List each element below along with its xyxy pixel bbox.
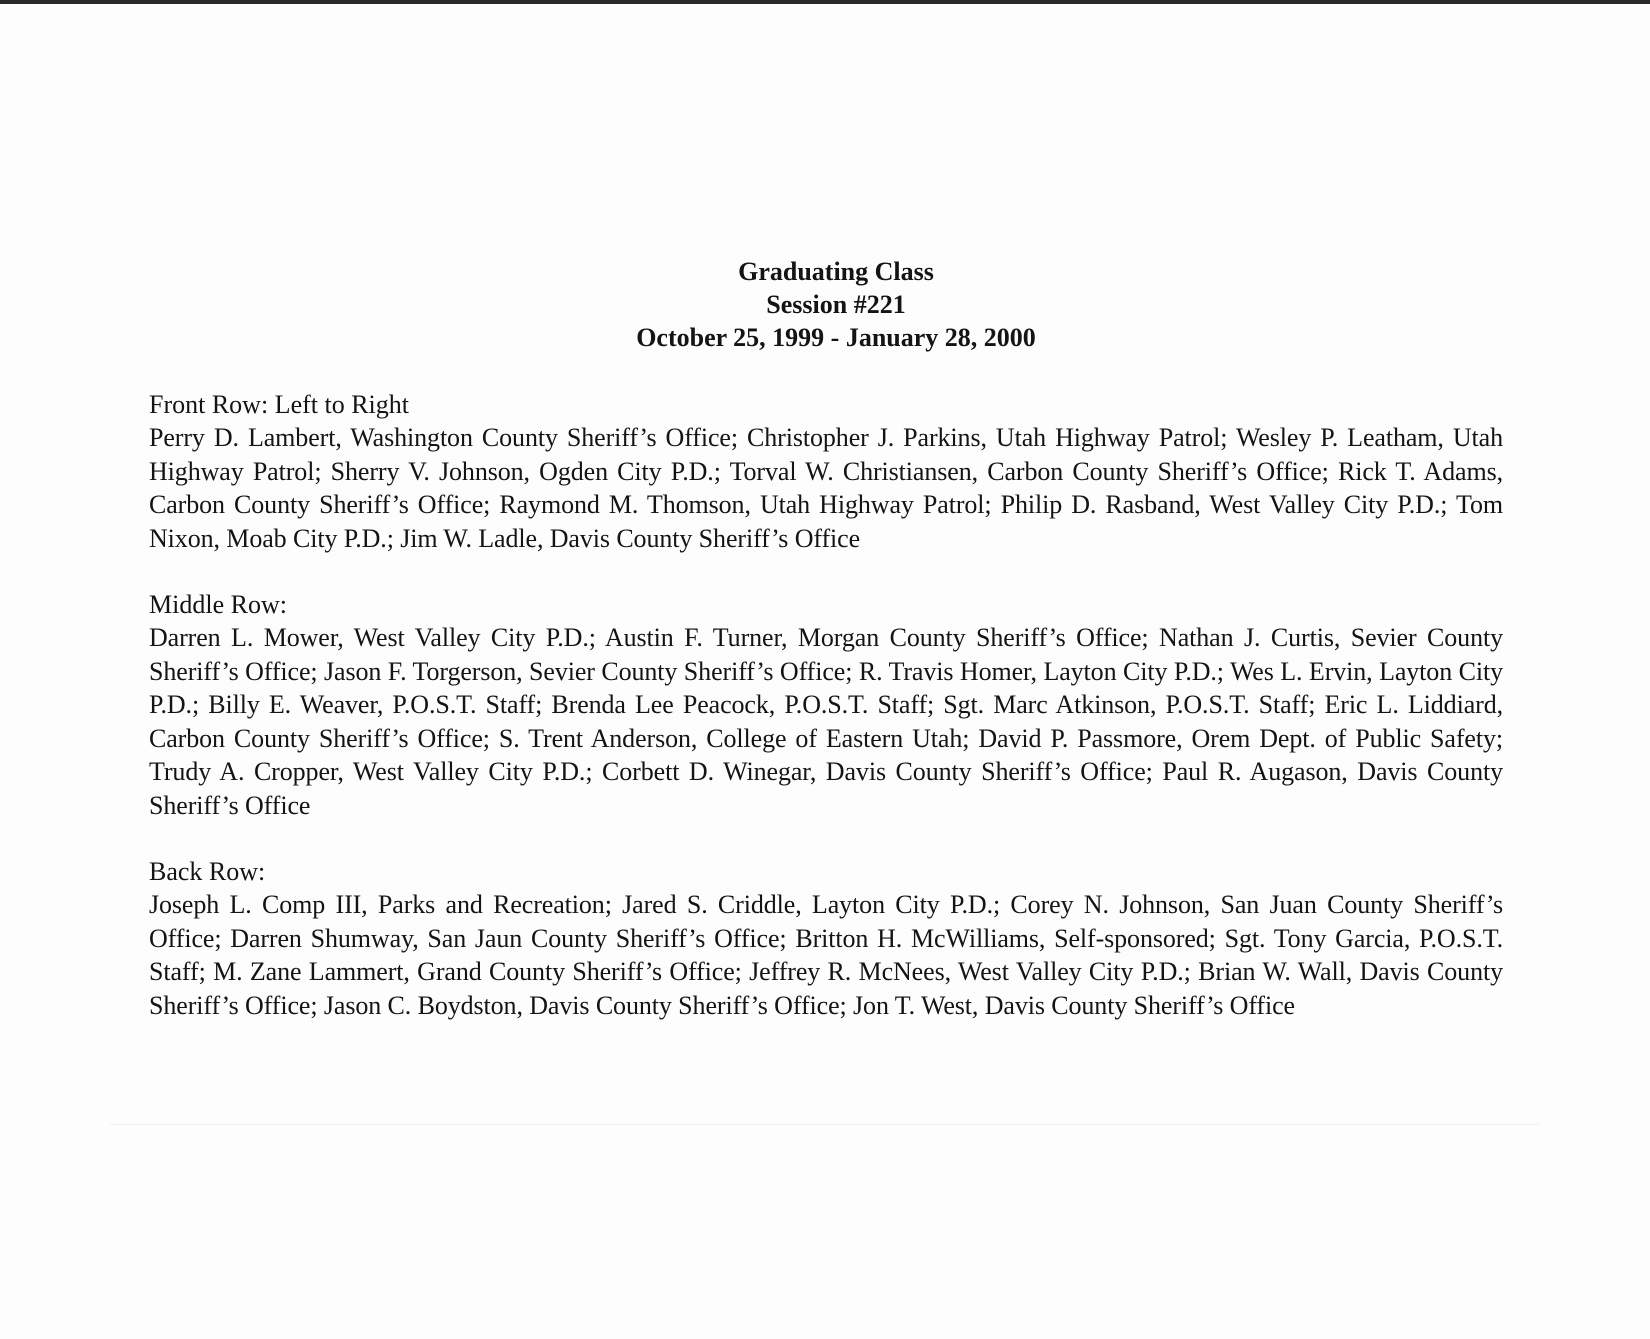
section-label: Back Row: <box>149 857 266 886</box>
document-page <box>149 255 1503 1055</box>
section-names: Perry D. Lambert, Washington County Sheriff’s Office; Christopher J. Parkins, Utah Highway Patrol; Wesley P. Leatham, Utah Highway Patrol; Sherry V. Johnson, Ogden City P.D.; Torval W. Christiansen, Carbon County Sheriff’s Office; Rick T. Adams, Carbon County Sheriff’s Office; Raymond M. Thomson, Utah Highway Patrol; Philip D. Rasband, West Valley City P.D.; Tom Nixon, Moab City P.D.; Jim W. Ladle, Davis County Sheriff’s Office <box>149 423 1503 553</box>
section-names: Darren L. Mower, West Valley City P.D.; Austin F. Turner, Morgan County Sheriff’s Office; Nathan J. Curtis, Sevier County Sheriff’s Office; Jason F. Torgerson, Sevier County Sheriff’s Office; R. Travis Homer, Layton City P.D.; Wes L. Ervin, Layton City P.D.; Billy E. Weaver, P.O.S.T. Staff; Brenda Lee Peacock, P.O.S.T. Staff; Sgt. Marc Atkinson, P.O.S.T. Staff; Eric L. Liddiard, Carbon County Sheriff’s Office; S. Trent Anderson, College of Eastern Utah; David P. Passmore, Orem Dept. of Public Safety; Trudy A. Cropper, West Valley City P.D.; Corbett D. Winegar, Davis County Sheriff’s Office; Paul R. Augason, Davis County Sheriff’s Office <box>149 623 1503 820</box>
heading-dates: October 25, 1999 - January 28, 2000 <box>636 323 1036 352</box>
section-front-row <box>149 388 1503 555</box>
section-label: Front Row: Left to Right <box>149 390 409 419</box>
scan-top-edge <box>0 0 1650 4</box>
faint-divider <box>110 1124 1540 1125</box>
heading-session: Session #221 <box>766 290 906 319</box>
section-back-row <box>149 855 1503 1022</box>
section-names: Joseph L. Comp III, Parks and Recreation; Jared S. Criddle, Layton City P.D.; Corey N. Johnson, San Juan County Sheriff’s Office; Darren Shumway, San Jaun County Sheriff’s Office; Britton H. McWilliams, Self-sponsored; Sgt. Tony Garcia, P.O.S.T. Staff; M. Zane Lammert, Grand County Sheriff’s Office; Jeffrey R. McNees, West Valley City P.D.; Brian W. Wall, Davis County Sheriff’s Office; Jason C. Boydston, Davis County Sheriff’s Office; Jon T. West, Davis County Sheriff’s Office <box>149 890 1503 1020</box>
document-heading <box>149 255 1503 354</box>
section-label: Middle Row: <box>149 590 287 619</box>
heading-title: Graduating Class <box>738 257 934 286</box>
section-middle-row <box>149 588 1503 822</box>
